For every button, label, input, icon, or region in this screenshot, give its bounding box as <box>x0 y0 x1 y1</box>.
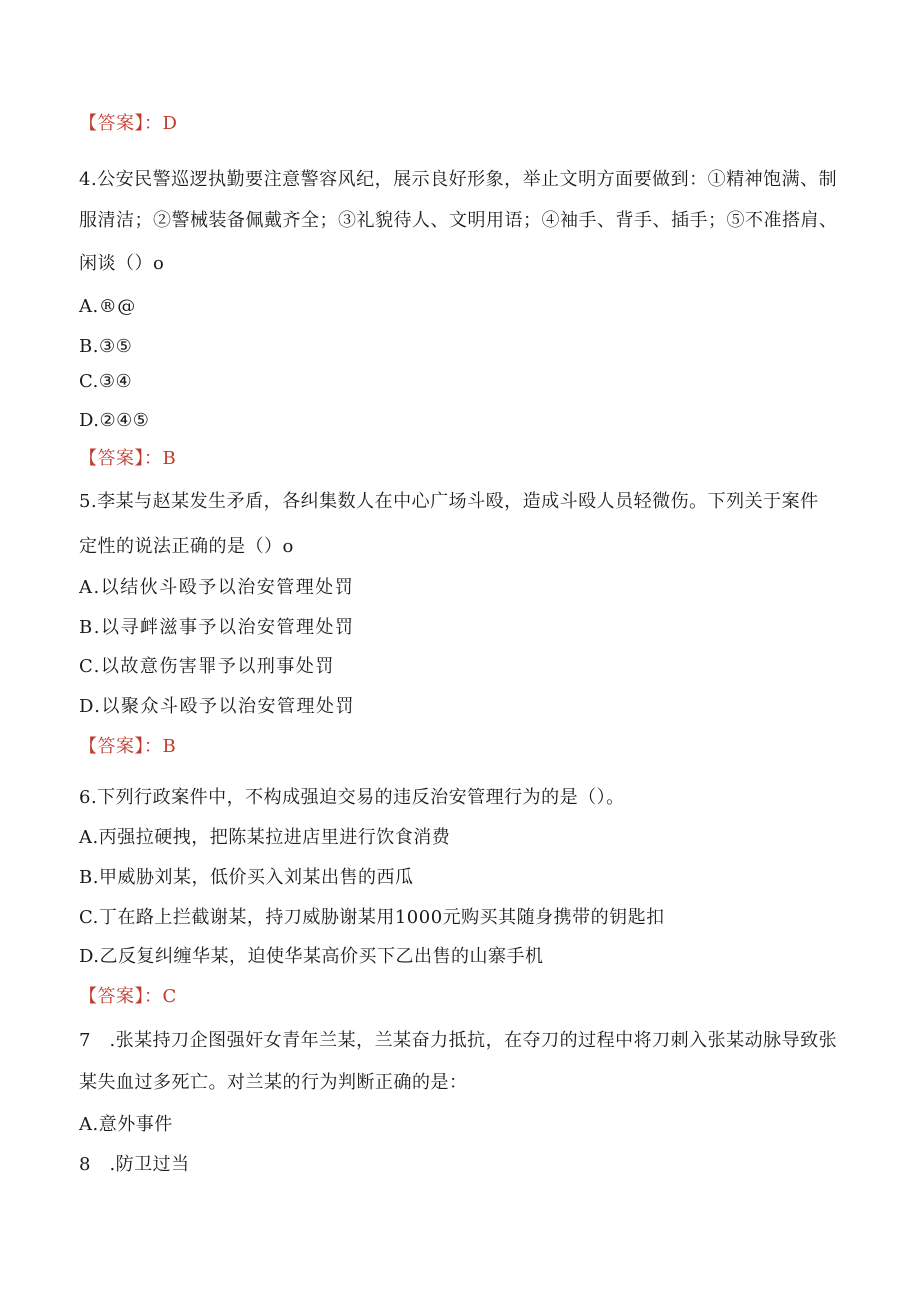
question-7-text-line-2: 某失血过多死亡。对兰某的行为判断正确的是： <box>79 1072 468 1093</box>
answer-label: 【答案】：B <box>79 736 177 757</box>
question-6-option-b: B.甲威胁刘某，低价买入刘某出售的西瓜 <box>79 867 414 888</box>
question-6-text-line-1: 6.下列行政案件中，不构成强迫交易的违反治安管理行为的是（）。 <box>79 787 625 808</box>
question-5-option-a: A.以结伙斗殴予以治安管理处罚 <box>79 577 355 598</box>
question-5-option-d: D.以聚众斗殴予以治安管理处罚 <box>79 696 356 717</box>
question-5-text-line-2: 定性的说法正确的是（）o <box>79 536 294 557</box>
question-7-text-line-1: 7 .张某持刀企图强奸女青年兰某，兰某奋力抵抗，在夺刀的过程中将刀刺入张某动脉导致张 <box>79 1030 838 1051</box>
answer-label: 【答案】：D <box>79 113 178 134</box>
question-5-text-line-1: 5.李某与赵某发生矛盾，各纠集数人在中心广场斗殴，造成斗殴人员轻微伤。下列关于案件 <box>79 491 819 512</box>
question-6-option-c: C.丁在路上拦截谢某，持刀威胁谢某用1000元购买其随身携带的钥匙扣 <box>79 907 665 928</box>
question-7-option-a: A.意外事件 <box>79 1114 173 1135</box>
question-5-option-b: B.以寻衅滋事予以治安管理处罚 <box>79 617 355 638</box>
question-4-option-a: A.®@ <box>79 296 136 317</box>
question-4-text-line-2: 服清洁；②警械装备佩戴齐全；③礼貌待人、文明用语；④袖手、背手、插手；⑤不准搭肩、 <box>79 210 838 231</box>
question-8-text-line-1: 8 .防卫过当 <box>79 1154 190 1175</box>
question-6-option-a: A.丙强拉硬拽，把陈某拉进店里进行饮食消费 <box>79 827 451 848</box>
answer-label: 【答案】：C <box>79 986 177 1007</box>
answer-label: 【答案】：B <box>79 448 177 469</box>
question-4-text-line-3: 闲谈（）o <box>79 253 165 274</box>
question-4-option-d: D.②④⑤ <box>79 410 150 431</box>
question-4-text-line-1: 4.公安民警巡逻执勤要注意警容风纪，展示良好形象，举止文明方面要做到：①精神饱满、制 <box>79 169 838 190</box>
question-5-option-c: C.以故意伤害罪予以刑事处罚 <box>79 656 335 677</box>
question-4-option-b: B.③⑤ <box>79 336 133 357</box>
question-6-option-d: D.乙反复纠缠华某，迫使华某高价买下乙出售的山寨手机 <box>79 946 544 967</box>
question-4-option-c: C.③④ <box>79 371 133 392</box>
